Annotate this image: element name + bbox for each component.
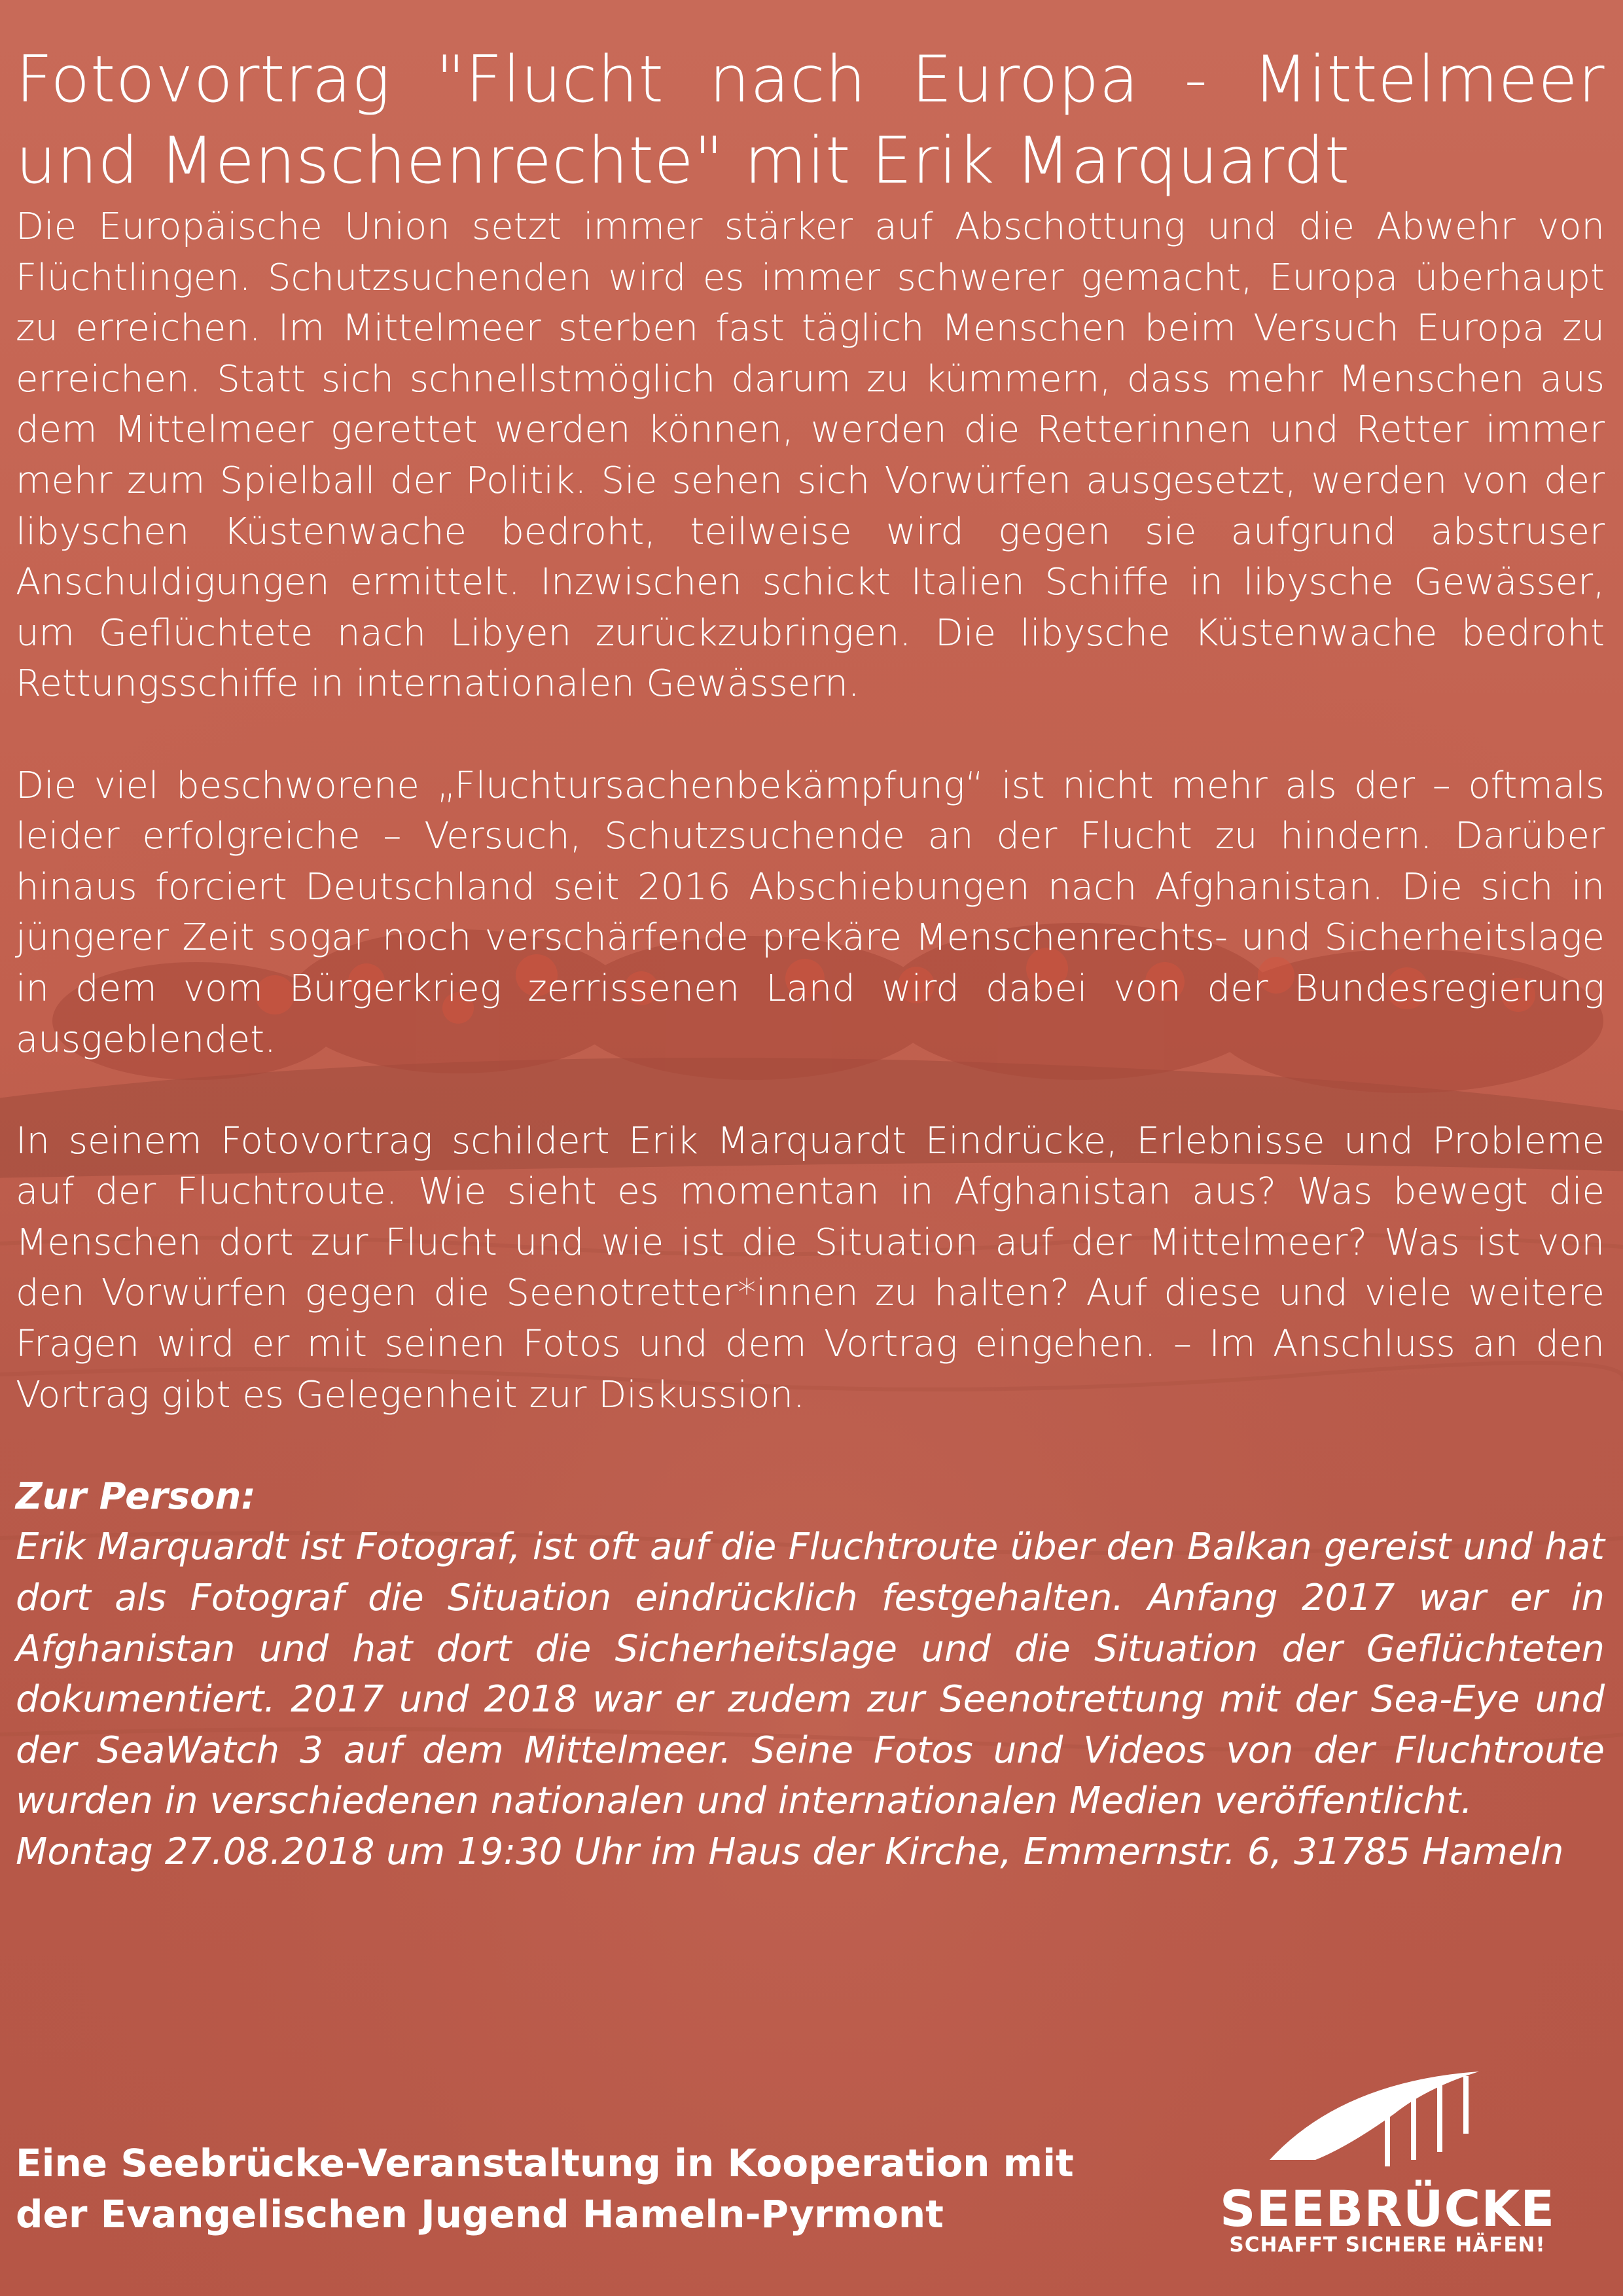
person-text: Erik Marquardt ist Fotograf, ist oft auf die Fluchtroute über den Balkan gereist und hat dort als Fotograf die Situation eindrücklich festgehalten. Anfang 2017 war er in Afghanistan und hat dort die Sicherheitslage und die Situation der Geflüchteten dokumentiert. 2017 und 2018 war er zudem zur Seenotrettung mit der Sea-Eye und der SeaWatch 3 auf dem Mittelmeer. Seine Fotos und Videos von der Fluchtroute wurden in verschiedenen nationalen und internationalen Medien veröffentlicht. [16, 1526, 1605, 1823]
person-heading: Zur Person: [16, 1475, 256, 1518]
logo-tagline: SCHAFFT SICHERE HÄFEN! [1229, 2233, 1546, 2257]
second-paragraph: Die viel beschworene „Fluchtursachenbekämpfung“ ist nicht mehr als der – oftmals leider erfolgreiche – Versuch, Schutzsuchende an der Flucht zu hindern. Darüber hinaus forciert Deutschland seit 2016 Abschiebungen nach Afghanistan. Die sich in jüngerer Zeit sogar noch verschärfende prekäre Menschenrechts- und Sicherheitslage in dem vom Bürgerkrieg zerrissenen Land wird dabei von der Bundesregierung ausgeblendet. [16, 764, 1605, 1061]
event-details: Montag 27.08.2018 um 19:30 Uhr im Haus der Kirche, Emmernstr. 6, 31785 Hameln [16, 1831, 1564, 1873]
third-paragraph: In seinem Fotovortrag schildert Erik Marquardt Eindrücke, Erlebnisse und Probleme auf der Fluchtroute. Wie sieht es momentan in Afghanistan aus? Was bewegt die Menschen dort zur Flucht und wie ist die Situation auf der Mittelmeer? Was ist von den Vorwürfen gegen die Seenotretter*innen zu halten? Auf diese und viele weitere Fragen wird er mit seinen Fotos und dem Vortrag eingehen. – Im Anschluss an den Vortrag gibt es Gelegenheit zur Diskussion. [16, 1119, 1605, 1416]
poster-title: Fotovortrag "Flucht nach Europa - Mittelmeer und Menschenrechte" mit Erik Marquardt [16, 43, 1605, 198]
organizer-line-2: der Evangelischen Jugend Hameln-Pyrmont [16, 2192, 944, 2236]
bridge-icon [1263, 2068, 1525, 2186]
organizer-note [16, 2138, 1074, 2240]
intro-paragraph: Die Europäische Union setzt immer stärker auf Abschottung und die Abwehr von Flüchtlingen. Schutzsuchenden wird es immer schwerer gemacht, Europa überhaupt zu erreichen. Im Mittelmeer sterben fast täglich Menschen beim Versuch Europa zu erreichen. Statt sich schnellstmöglich darum zu kümmern, dass mehr Menschen aus dem Mittelmeer gerettet werden können, werden die Retterinnen und Retter immer mehr zum Spielball der Politik. Sie sehen sich Vorwürfen ausgesetzt, werden von der libyschen Küstenwache bedroht, teilweise wird gegen sie aufgrund abstruser Anschuldigungen ermittelt. Inzwischen schickt Italien Schiffe in libysche Gewässer, um Geflüchtete nach Libyen zurückzubringen. Die libysche Küstenwache bedroht Rettungsschiffe in internationalen Gewässern. [16, 206, 1605, 706]
seebruecke-logo [1217, 2068, 1558, 2258]
logo-wordmark: SEEBRÜCKE [1219, 2179, 1556, 2238]
poster-content [16, 39, 1605, 1878]
organizer-line-1: Eine Seebrücke-Veranstaltung in Kooperation mit [16, 2141, 1074, 2185]
